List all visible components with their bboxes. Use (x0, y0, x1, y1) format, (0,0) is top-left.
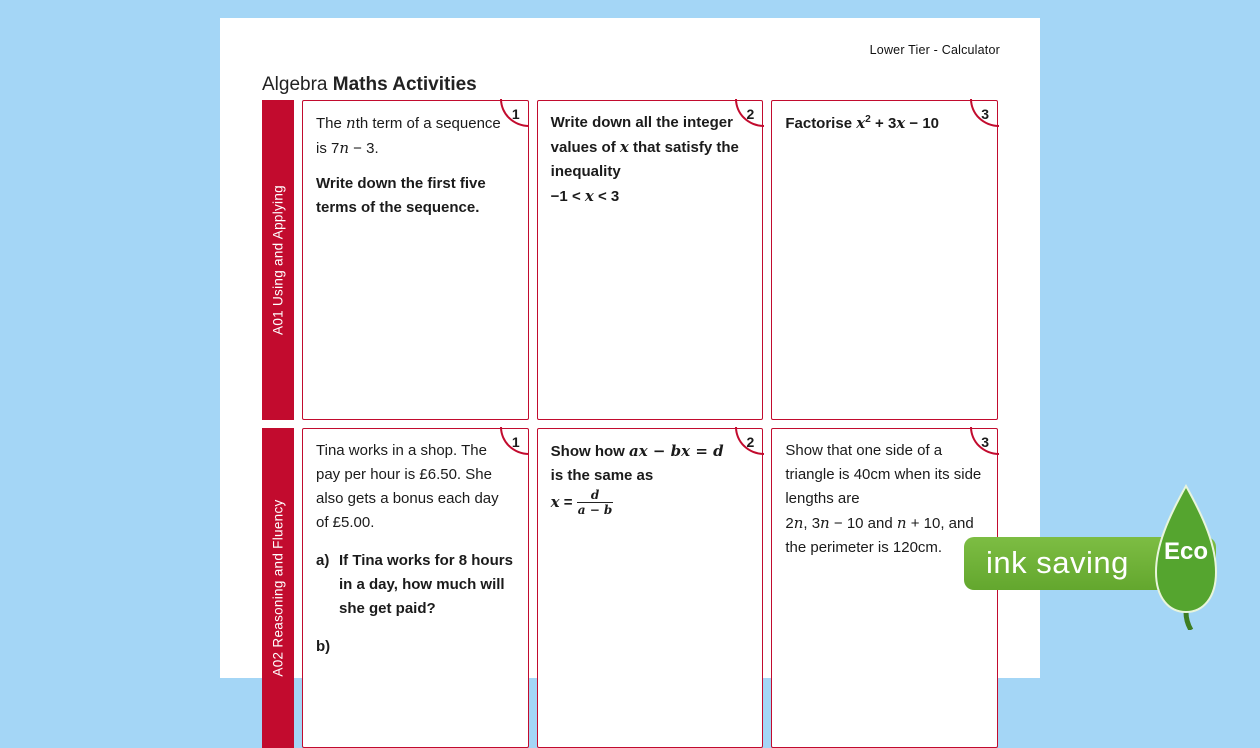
card-text (551, 111, 750, 184)
worksheet-page (220, 18, 1040, 678)
math-var: x (619, 138, 629, 156)
superscript: 2 (865, 114, 871, 125)
activity-card-2-2 (537, 428, 764, 748)
activity-card-2-1 (302, 428, 529, 748)
title-bold: Maths Activities (332, 74, 477, 95)
card-number: 1 (511, 106, 520, 122)
text-fragment: = (559, 493, 577, 511)
card-question: Write down the first five terms of the sequence. (316, 175, 486, 216)
text-fragment: + 3 (870, 115, 897, 132)
tier-label: Lower Tier - Calculator (869, 43, 1000, 57)
math-var: x (856, 114, 866, 132)
math-var: x (550, 492, 560, 511)
strand-banner-ao1 (262, 100, 294, 420)
text-fragment: −1 < (550, 188, 585, 205)
text-fragment: − 10 and (829, 515, 897, 532)
item-text: If Tina works for 8 hours in a day, how much will she get paid? (339, 552, 513, 617)
text-fragment: + 10, and the perimeter is 120cm. (785, 515, 974, 556)
page-title (262, 74, 477, 96)
text-fragment: Show how (550, 443, 629, 460)
card-text-2: is the same as (550, 467, 654, 484)
activity-card-1-2 (537, 100, 764, 420)
strand-label: A02 Reasoning and Fluency (270, 499, 286, 677)
text-fragment: Factorise (785, 115, 857, 132)
activity-row-2 (262, 428, 998, 748)
activity-row-1 (262, 100, 998, 420)
text-fragment: 2 (785, 515, 794, 532)
strand-label: A01 Using and Applying (270, 185, 286, 335)
math-var: n (820, 514, 830, 532)
card-math-line (785, 511, 984, 560)
text-fragment: − 10 (905, 115, 940, 132)
text-fragment: th term of a sequence is 7 (316, 115, 501, 157)
text-fragment: , 3 (803, 515, 821, 532)
card-number: 2 (746, 106, 755, 122)
card-number: 3 (981, 434, 990, 450)
math-expression: ax − bx = d (629, 442, 724, 460)
list-item-b (316, 635, 515, 659)
card-text: Tina works in a shop. The pay per hour is £6.50. She also gets a bonus each day of £5.00. (316, 442, 499, 531)
math-var: n (339, 139, 350, 157)
card-text (785, 111, 984, 136)
fraction-denominator: a − b (577, 503, 613, 518)
title-normal: Algebra (262, 74, 328, 95)
card-inequality (551, 184, 750, 209)
math-var: n (896, 514, 907, 532)
strand-banner-ao2 (262, 428, 294, 748)
math-var: x (584, 187, 594, 205)
card-text (316, 111, 515, 161)
card-text (551, 439, 750, 464)
list-item-a (316, 549, 515, 621)
item-label: b) (316, 638, 331, 655)
math-var: x (896, 114, 906, 132)
card-text: Show that one side of a triangle is 40cm when its side lengths are (785, 442, 982, 507)
text-fragment: The (316, 115, 347, 132)
ink-saving-label: ink saving (986, 545, 1129, 580)
fraction-numerator: d (577, 488, 614, 503)
text-fragment: < 3 (593, 188, 620, 205)
activity-card-1-3 (771, 100, 998, 420)
activity-card-1-1 (302, 100, 529, 420)
text-fragment: that satisfy the inequality (550, 139, 739, 180)
item-label: a) (316, 552, 330, 569)
fraction (577, 488, 614, 518)
card-number: 1 (511, 434, 520, 450)
leaf-stem (1186, 612, 1191, 630)
card-equation (551, 488, 750, 518)
eco-label: Eco (1163, 538, 1209, 565)
math-var: n (346, 114, 356, 132)
card-number: 3 (981, 106, 990, 122)
eco-leaf-icon (1150, 484, 1222, 630)
math-var: n (793, 514, 804, 532)
card-number: 2 (746, 434, 755, 450)
text-fragment: − 3. (349, 140, 379, 157)
text-fragment: Write down all the integer values of (550, 114, 733, 156)
